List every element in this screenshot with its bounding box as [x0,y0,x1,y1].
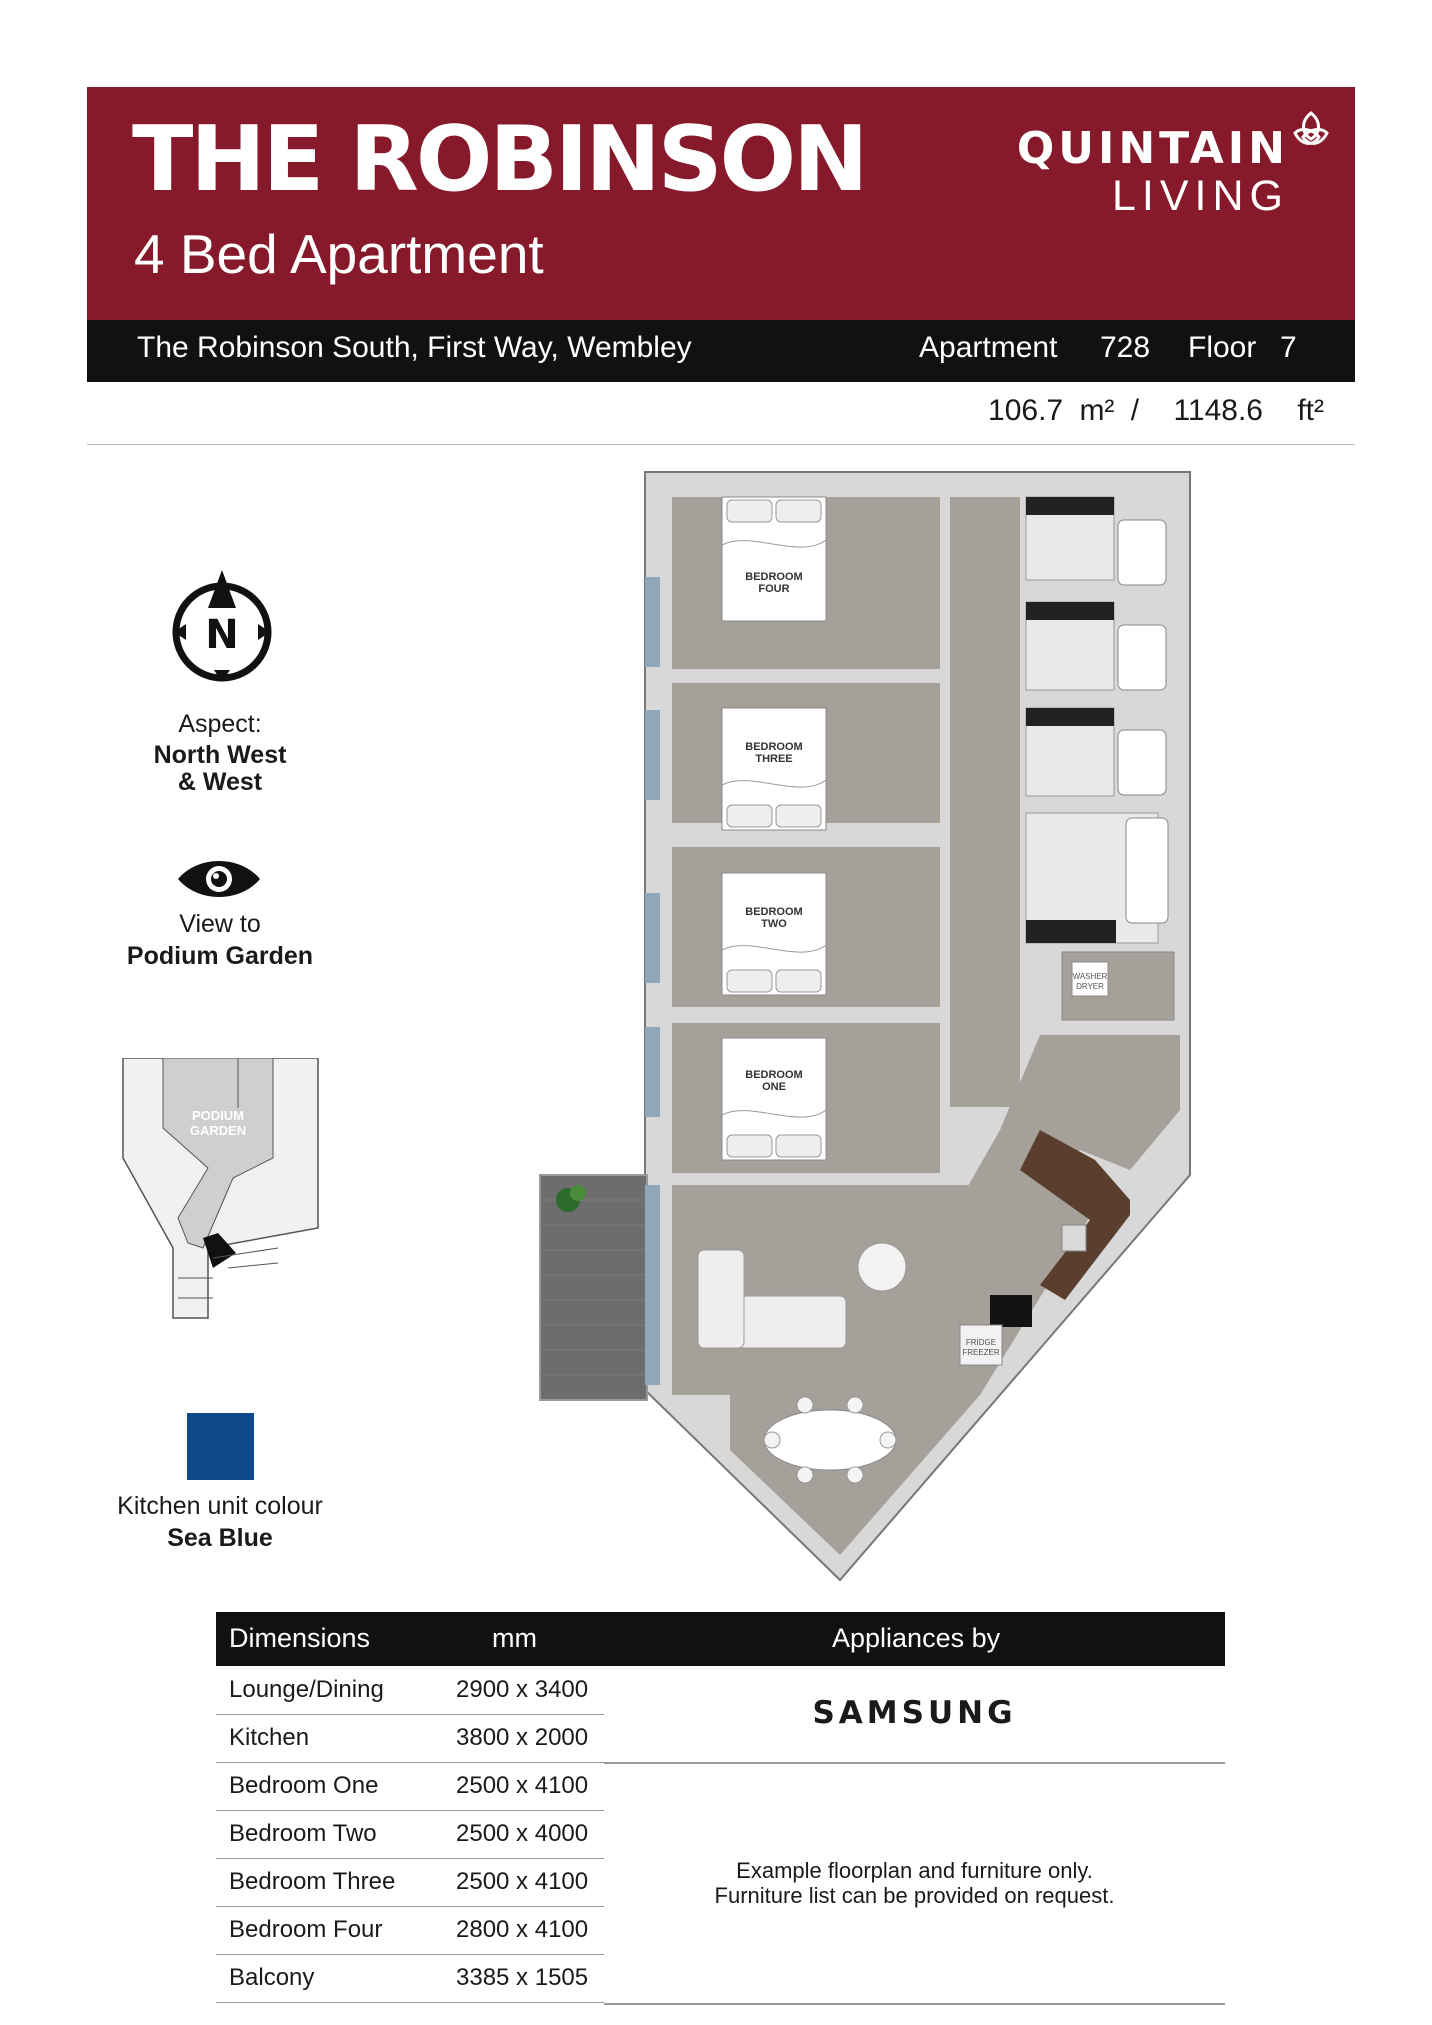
lounge-floor [672,1185,1100,1555]
address: The Robinson South, First Way, Wembley [137,331,692,364]
table-row [216,1666,604,1715]
samsung-logo: SAMSUNG [812,1695,1017,1731]
room-size: 2500 x 4100 [456,1772,589,1799]
fridge-label-2: FREEZER [962,1348,1000,1357]
corridor-floor [950,497,1020,1107]
disclaimer-line-1: Example floorplan and furniture only. [736,1858,1093,1883]
room-label-two-1: BEDROOM [745,906,803,918]
area-sqm-unit: m² [1079,394,1115,427]
info-bar [87,320,1355,382]
room-name: Balcony [229,1964,315,1991]
kitchen-sink [1062,1225,1086,1251]
dimensions-table-header [216,1612,1225,1666]
view-label: View to [179,910,261,938]
divider [604,2003,1225,2005]
floor-area [988,396,1324,426]
brand-trefoil-icon [1287,107,1335,155]
kitchen-colour-value: Sea Blue [167,1524,273,1552]
unit-header: mm [492,1623,537,1653]
fridge-label-1: FRIDGE [965,1338,997,1347]
hob [990,1295,1032,1327]
room-name: Bedroom Two [229,1820,377,1847]
view-value: Podium Garden [126,942,314,970]
washer-label-2: DRYER [1076,982,1104,991]
table-row [216,1714,604,1763]
washer-label-1: WASHER [1072,972,1108,981]
brand-logo-quintain: QUINTAIN [1016,123,1289,174]
bath-3 [1118,730,1166,795]
building-keyplan [118,1058,324,1324]
floor-number: 7 [1280,331,1297,364]
floorplan [530,470,1210,1590]
balcony [540,1175,647,1400]
compass-north-icon [166,568,278,686]
table-row [216,1810,604,1859]
room-label-one-1: BEDROOM [745,1069,803,1081]
brand-logo-living: LIVING [1112,172,1289,220]
divider [604,1762,1225,1764]
apartment-number: 728 [1100,331,1151,364]
kitchen-colour-label: Kitchen unit colour [117,1492,323,1520]
room-label-two-2: TWO [761,918,787,930]
room-label-three-2: THREE [755,753,793,765]
table-row [216,1954,604,2003]
room-label-four-1: BEDROOM [745,571,803,583]
property-title: THE ROBINSON [132,107,866,212]
bed-three [722,708,826,830]
header-banner [87,87,1355,320]
table-row [216,1858,604,1907]
floor-label: Floor [1188,331,1257,364]
keyplan-label-2: GARDEN [189,1123,247,1138]
room-label-four-2: FOUR [758,583,790,595]
room-size: 3385 x 1505 [456,1964,589,1991]
room-size: 2500 x 4000 [456,1820,589,1847]
bed-two [722,873,826,995]
room-size: 2800 x 4100 [456,1916,589,1943]
area-sqft: 1148.6 [1173,394,1263,427]
room-name: Bedroom Four [229,1916,383,1943]
bath-4 [1126,818,1168,923]
area-sqft-unit: ft² [1297,394,1324,427]
room-name: Bedroom One [229,1772,379,1799]
table-row [216,1762,604,1811]
keyplan-label-1: PODIUM [192,1108,244,1123]
bed-one [722,1038,826,1160]
room-name: Kitchen [229,1724,310,1751]
divider [87,444,1355,445]
bed-four [722,497,826,621]
kitchen-colour-swatch [187,1413,254,1480]
disclaimer-line-2: Furniture list can be provided on request. [714,1883,1115,1908]
room-label-one-2: ONE [762,1081,786,1093]
room-name: Lounge/Dining [229,1676,384,1703]
room-name: Bedroom Three [229,1868,396,1895]
room-label-three-1: BEDROOM [745,741,803,753]
aspect-value: North West & West [153,741,287,796]
appliances-header: Appliances by [832,1623,1001,1653]
room-size: 2500 x 4100 [456,1868,589,1895]
bath-2 [1118,625,1166,690]
room-size: 3800 x 2000 [456,1724,589,1751]
aspect-label: Aspect: [178,710,262,738]
armchair [858,1243,906,1291]
bath-1 [1118,520,1166,585]
compass-letter: N [205,612,239,658]
eye-icon [176,857,262,901]
apartment-type: 4 Bed Apartment [134,223,544,285]
table-row [216,1906,604,1955]
apartment-label: Apartment [919,331,1058,364]
dimensions-header: Dimensions [229,1623,371,1653]
area-separator: / [1130,394,1140,427]
room-size: 2900 x 3400 [456,1676,589,1703]
area-sqm: 106.7 [988,394,1064,427]
